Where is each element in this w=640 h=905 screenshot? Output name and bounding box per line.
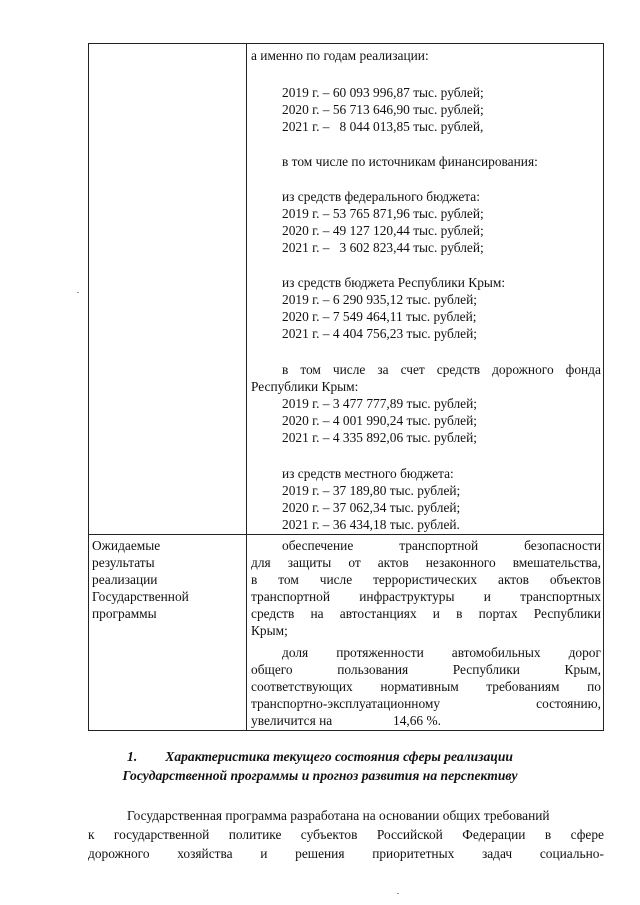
result-line: Крым; (251, 623, 288, 638)
word: хозяйства (177, 846, 233, 861)
federal-2021: 2021 г. – 3 602 823,44 тыс. рублей; (282, 240, 484, 255)
word: в (251, 572, 258, 587)
word: Республики (452, 662, 520, 677)
result-line (251, 678, 601, 695)
column-divider (246, 44, 247, 730)
crimea-title: из средств бюджета Республики Крым: (282, 275, 506, 290)
section-title-line1: Характеристика текущего состояния сферы реализации (165, 749, 513, 764)
word: политике (228, 827, 282, 842)
word: за (377, 362, 389, 377)
word: и (260, 846, 268, 861)
sources-intro: в том числе по источникам финансирования: (282, 154, 538, 169)
section-title-line2: Государственной программы и прогноз развития на перспективу (122, 768, 518, 783)
word: актов (498, 572, 529, 587)
word: Республики (533, 606, 601, 621)
word: Федерации (462, 827, 526, 842)
total-2020: 2020 г. – 56 713 646,90 тыс. рублей; (282, 102, 484, 117)
word: том (300, 362, 321, 377)
result-line (282, 644, 601, 661)
word: решения (295, 846, 345, 861)
federal-2019: 2019 г. – 53 765 871,96 тыс. рублей; (282, 206, 484, 221)
word: дорожного (88, 846, 150, 861)
local-2020: 2020 г. – 37 062,34 тыс. рублей; (282, 500, 461, 515)
word: в (544, 827, 552, 842)
total-2021: 2021 г. – 8 044 013,85 тыс. рублей, (282, 119, 484, 134)
word: средств (436, 362, 481, 377)
label-line: результаты (92, 555, 155, 570)
word: числе (319, 572, 353, 587)
word: протяженности (336, 645, 424, 660)
word: незаконного (425, 555, 496, 570)
section-heading-line1 (0, 747, 640, 766)
result-line (251, 661, 601, 678)
word: нормативным (380, 679, 459, 694)
scan-speck (77, 292, 79, 293)
federal-2020: 2020 г. – 49 127 120,44 тыс. рублей; (282, 223, 484, 238)
word: социально- (539, 846, 604, 861)
word: автомобильных (451, 645, 541, 660)
row-divider (89, 534, 603, 535)
word: приоритетных (372, 846, 455, 861)
word: Крым, (564, 662, 601, 677)
word: и (483, 589, 491, 604)
body-line2 (88, 825, 604, 844)
word: транспортных (520, 589, 601, 604)
word: общего (251, 662, 293, 677)
word: защиты (287, 555, 332, 570)
label-line: Ожидаемые (92, 538, 161, 553)
scan-speck (397, 893, 399, 894)
word: к (88, 827, 95, 842)
word: состоянию, (536, 696, 601, 711)
crimea-2021: 2021 г. – 4 404 756,23 тыс. рублей; (282, 326, 478, 341)
crimea-2020: 2020 г. – 7 549 464,11 тыс. рублей; (282, 309, 477, 324)
word: сфере (570, 827, 604, 842)
result-line (282, 537, 601, 554)
road-fund-2021: 2021 г. – 4 335 892,06 тыс. рублей; (282, 430, 478, 445)
road-fund-title-line1 (282, 361, 601, 378)
result-line (251, 605, 601, 622)
road-fund-2019: 2019 г. – 3 477 777,89 тыс. рублей; (282, 396, 478, 411)
word: обеспечение (282, 538, 354, 553)
word: субъектов (300, 827, 358, 842)
body-line3 (88, 844, 604, 863)
word: пользования (337, 662, 409, 677)
word: средств (251, 606, 295, 621)
result-line (251, 588, 601, 605)
result-line (251, 695, 601, 712)
word: транспортной (251, 589, 331, 604)
word: безопасности (524, 538, 601, 553)
word: соответствующих (251, 679, 353, 694)
word: Российской (376, 827, 443, 842)
word: инфраструктуры (359, 589, 455, 604)
word: вмешательства, (512, 555, 601, 570)
local-2019: 2019 г. – 37 189,80 тыс. рублей; (282, 483, 461, 498)
result-line: увеличится на (251, 713, 333, 728)
word: для (251, 555, 271, 570)
result-line (251, 571, 601, 588)
word: и (432, 606, 440, 621)
word: от (348, 555, 361, 570)
label-line: программы (92, 606, 157, 621)
word: счет (400, 362, 425, 377)
word: в (282, 362, 289, 377)
local-title: из средств местного бюджета: (282, 466, 454, 481)
word: в (456, 606, 463, 621)
funding-intro: а именно по годам реализации: (251, 48, 429, 63)
federal-title: из средств федерального бюджета: (282, 189, 480, 204)
word: транспортной (399, 538, 479, 553)
word: том (278, 572, 299, 587)
word: на (310, 606, 324, 621)
word: государственной (113, 827, 210, 842)
local-2021: 2021 г. – 36 434,18 тыс. рублей. (282, 517, 460, 532)
word: по (587, 679, 601, 694)
word: требованиям (486, 679, 560, 694)
body-line1: Государственная программа разработана на основании общих требований (127, 808, 550, 823)
word: дорожного (492, 362, 554, 377)
word: террористических (373, 572, 478, 587)
word: дорог (568, 645, 601, 660)
total-2019: 2019 г. – 60 093 996,87 тыс. рублей; (282, 85, 484, 100)
crimea-2019: 2019 г. – 6 290 935,12 тыс. рублей; (282, 292, 478, 307)
label-line: реализации (92, 572, 158, 587)
road-fund-2020: 2020 г. – 4 001 990,24 тыс. рублей; (282, 413, 478, 428)
word: автостанциях (339, 606, 417, 621)
road-fund-title-line2: Республики Крым: (251, 379, 359, 394)
label-line: Государственной (92, 589, 189, 604)
section-number: 1. (127, 749, 138, 764)
word: задач (481, 846, 513, 861)
word: портах (478, 606, 518, 621)
word: фонда (565, 362, 601, 377)
word: доля (282, 645, 309, 660)
result-value: 14,66 %. (393, 713, 441, 728)
word: числе (332, 362, 366, 377)
word: транспортно-эксплуатационному (251, 696, 441, 711)
word: актов (377, 555, 409, 570)
result-line (251, 554, 601, 571)
word: объектов (549, 572, 601, 587)
